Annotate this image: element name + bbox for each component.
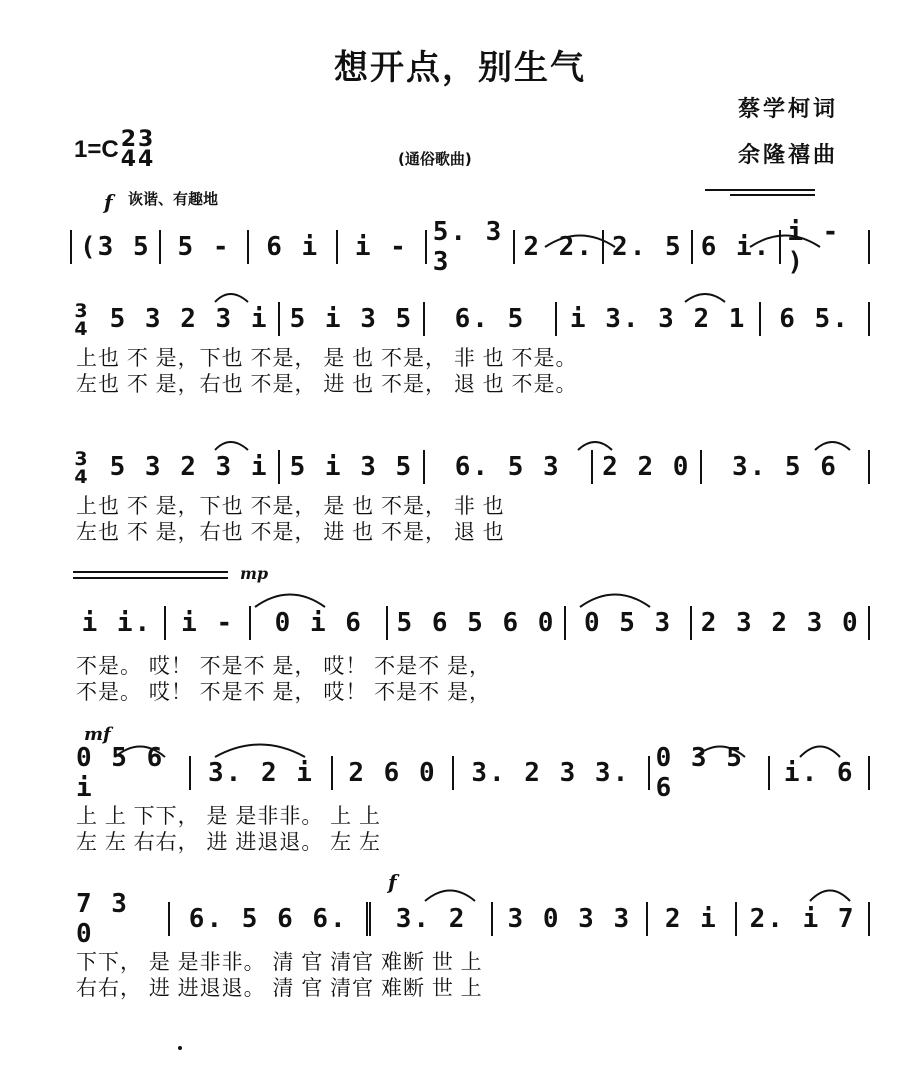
measure: 3. 2 bbox=[371, 902, 493, 936]
measure: 3 0 3 3 bbox=[493, 902, 647, 936]
lyrics-line-1: 上也 不 是，下也 不是， 是 也 不是， 非 也 bbox=[76, 495, 505, 518]
measure: 0 5 3 bbox=[566, 606, 693, 640]
dynamic-f-2: f bbox=[388, 870, 397, 894]
key-and-time bbox=[74, 127, 154, 172]
lyrics-line-1: 不是。 哎！ 不是不 是， 哎！ 不是不 是， bbox=[76, 655, 492, 678]
measure: 6 i bbox=[249, 230, 338, 264]
measure: (3 5 bbox=[70, 230, 161, 264]
time-signature-3-4: 3 4 bbox=[74, 448, 88, 488]
staff-system-1 bbox=[70, 217, 870, 277]
lyrics-line-2: 左也 不 是，右也 不是， 进 也 不是， 退 也 不是。 bbox=[76, 373, 578, 396]
dynamic-f-1: f bbox=[104, 190, 113, 214]
measure: 6 i. bbox=[693, 230, 782, 264]
time-signature-3-4: 3 4 bbox=[138, 127, 154, 172]
measure: 0 3 5 6 bbox=[650, 756, 771, 790]
lyrics-line-1: 下下， 是 是非非。 清 官 清官 难断 世 上 bbox=[76, 951, 483, 974]
measure: 3. 5 6 bbox=[702, 450, 870, 484]
measure: i 3. 3 2 1 bbox=[557, 302, 761, 336]
measure: i i. bbox=[70, 606, 166, 640]
time-signature-3-4: 3 4 bbox=[74, 300, 88, 340]
measure: 5 - bbox=[161, 230, 250, 264]
measure: 2. 5 bbox=[604, 230, 693, 264]
lyrics-line-2: 不是。 哎！ 不是不 是， 哎！ 不是不 是， bbox=[76, 681, 492, 704]
measure: i - bbox=[166, 606, 252, 640]
dynamic-mp: mp bbox=[240, 564, 269, 583]
lyrics-line-1: 上也 不 是，下也 不是， 是 也 不是， 非 也 不是。 bbox=[76, 347, 578, 370]
measure: 6 5. bbox=[761, 302, 870, 336]
composer-credit: 余隆禧曲 bbox=[738, 143, 839, 168]
measure: i - bbox=[338, 230, 427, 264]
ornament-line-icon-2 bbox=[68, 566, 248, 586]
repeat-start-measure: 6. 5 6 6. bbox=[170, 902, 371, 936]
measure: 2 6 0 bbox=[333, 756, 454, 790]
lyrics-line-2: 右右， 进 进退退。 清 官 清官 难断 世 上 bbox=[76, 977, 483, 1000]
measure: 2. i 7 bbox=[737, 902, 870, 936]
measure: 5 3 2 3 i bbox=[100, 450, 280, 484]
measure: 3. 2 i bbox=[191, 756, 333, 790]
expression-marking: 诙谐、有趣地 bbox=[128, 190, 219, 208]
measure: 5 i 3 5 bbox=[280, 302, 425, 336]
lyrics-line-2: 左也 不 是，右也 不是， 进 也 不是， 退 也 bbox=[76, 521, 505, 544]
measure: 0 5 6 i bbox=[70, 756, 191, 790]
ornament-line-icon bbox=[700, 182, 820, 202]
staff-system-4 bbox=[70, 606, 870, 640]
measure: 6. 5 bbox=[425, 302, 558, 336]
key-signature: 1=C bbox=[74, 136, 119, 163]
dynamic-mf: mf bbox=[84, 724, 111, 745]
measure: 6. 5 3 bbox=[425, 450, 593, 484]
staff-system-2 bbox=[70, 302, 870, 338]
measure: 5. 3 3 bbox=[427, 230, 516, 264]
measure: 5 6 5 6 0 bbox=[388, 606, 566, 640]
measure: 0 i 6 bbox=[251, 606, 388, 640]
measure: i - ) bbox=[781, 230, 870, 264]
staff-system-6 bbox=[70, 889, 870, 949]
measure: 2 3 2 3 0 bbox=[692, 606, 870, 640]
lyricist-credit: 蔡学柯词 bbox=[738, 97, 839, 122]
staff-system-3 bbox=[70, 450, 870, 486]
time-signature-2-4: 2 4 bbox=[120, 127, 137, 172]
lyrics-line-2: 左 左 右右， 进 进退退。 左 左 bbox=[76, 831, 382, 854]
song-title: 想开点，别生气 bbox=[334, 48, 586, 88]
measure: 3. 2 3 3. bbox=[454, 756, 650, 790]
genre-label: (通俗歌曲) bbox=[398, 150, 472, 168]
staff-system-5 bbox=[70, 743, 870, 803]
measure: 2 2. bbox=[515, 230, 604, 264]
stray-dot bbox=[178, 1046, 182, 1050]
measure: 2 i bbox=[648, 902, 738, 936]
lyrics-line-1: 上 上 下下， 是 是非非。 上 上 bbox=[76, 805, 382, 828]
measure: 5 i 3 5 bbox=[280, 450, 425, 484]
measure: 7 3 0 bbox=[70, 902, 170, 936]
measure: i. 6 bbox=[770, 756, 870, 790]
measure: 2 2 0 bbox=[593, 450, 702, 484]
measure: 5 3 2 3 i bbox=[100, 302, 280, 336]
